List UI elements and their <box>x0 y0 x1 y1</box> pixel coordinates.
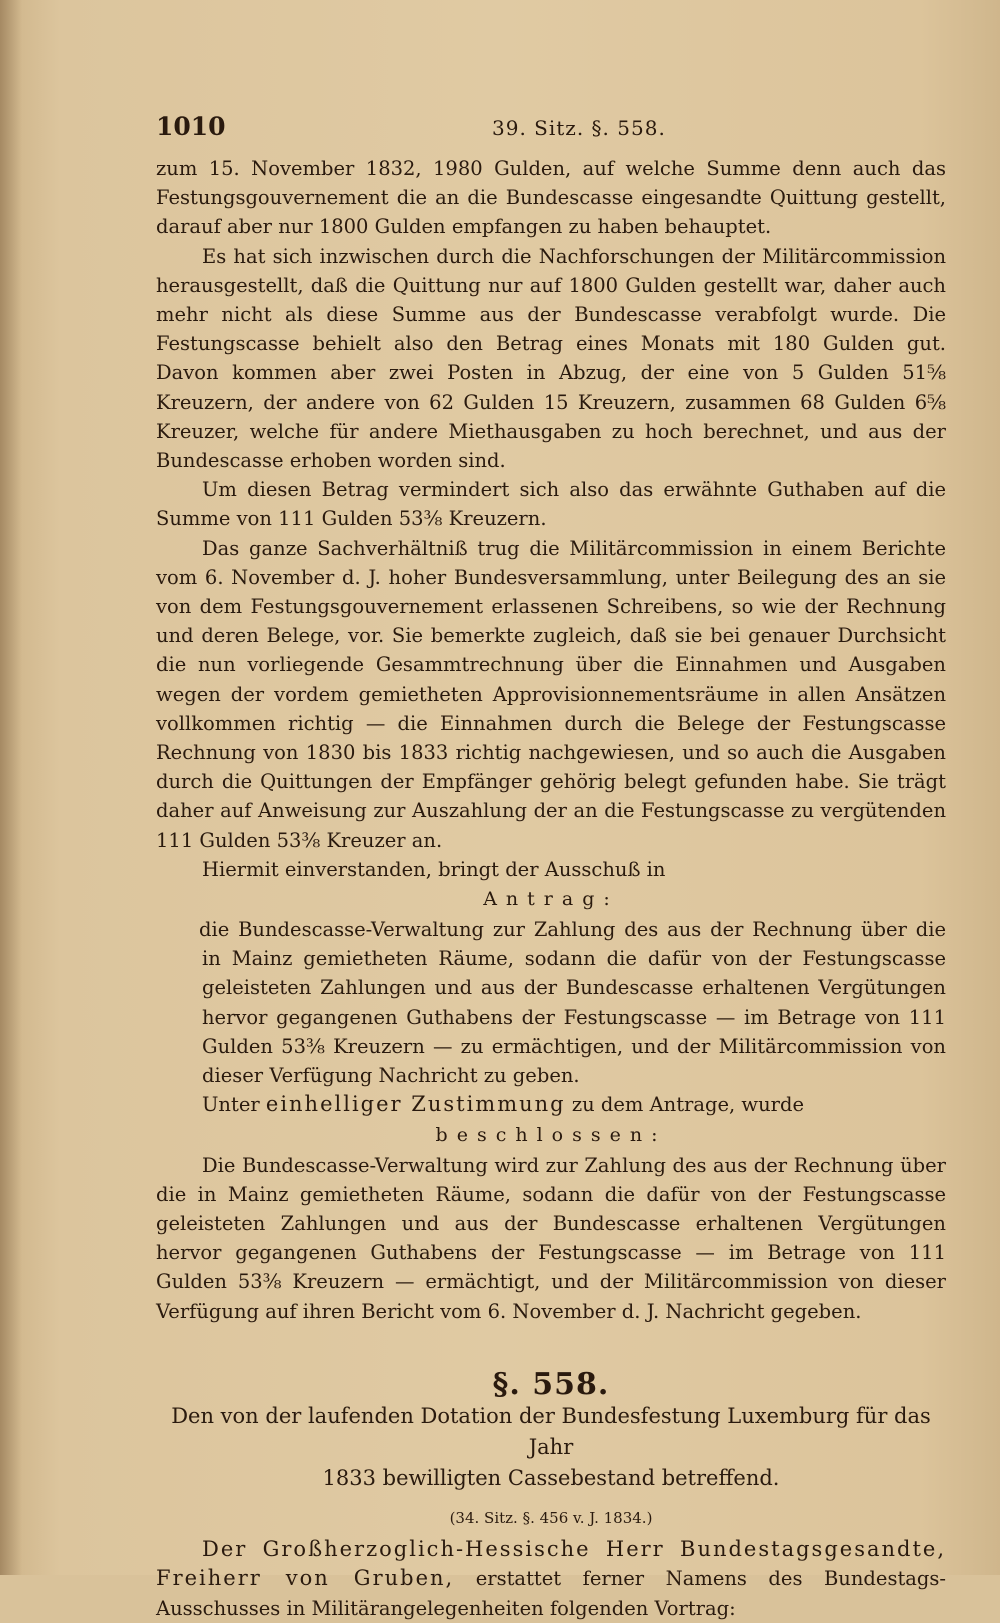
section-title-line1: Den von der laufenden Dotation der Bundesfestung Luxemburg für das Jahr <box>171 1403 931 1459</box>
section-title-line2: 1833 bewilligten Cassebestand betreffend. <box>322 1465 780 1490</box>
beschluss-text: Die Bundescasse-Verwaltung wird zur Zahlung des aus der Rechnung über die in Mainz gemietheten Räume, sodann die dafür von der Festungscasse geleisteten Zahlungen und aus der Bundescasse erhaltenen Vergütungen hervor gegangenen Guthabens der Festungscasse — im Betrage von 111 Gulden 53⅜ Kreuzern — ermächtigt, und der Militärcommission von dieser Verfügung auf ihren Bericht vom 6. November d. J. Nachricht gegeben. <box>156 1153 946 1323</box>
paragraph-continuation: zum 15. November 1832, 1980 Gulden, auf welche Summe denn auch das Festungsgouvernement die an die Bundescasse eingesandte Quittung gestellt, darauf aber nur 1800 Gulden empfangen zu haben behauptet. <box>156 157 946 239</box>
vote-line <box>156 1090 946 1119</box>
paragraph-sachverhaeltniss: Das ganze Sachverhältniß trug die Militärcommission in einem Berichte vom 6. November d. J. hoher Bundesversammlung, unter Beilegung des an sie von dem Festungsgouvernement erlassenen Schreibens, so wie der Rechnung und deren Belege, vor. Sie bemerkte zugleich, daß sie bei genauer Durchsicht die nun vorliegende Gesammtrechnung über die Einnahmen und Ausgaben wegen der vordem gemietheten Approvisionnementsräume in allen Ansätzen vollkommen richtig — die Einnahmen durch die Belege der Festungscasse Rechnung von 1830 bis 1833 richtig nachgewiesen, und so auch die Ausgaben durch die Quittungen der Empfänger gehörig belegt gefunden habe. Sie trägt daher auf Anweisung zur Auszahlung der an die Festungscasse zu vergütenden 111 Gulden 53⅜ Kreuzer an. <box>156 536 946 852</box>
vote-suffix: zu dem Antrage, wurde <box>565 1093 805 1117</box>
binding-shadow <box>0 0 22 1575</box>
running-head: 39. Sitz. §. 558. <box>492 116 666 140</box>
section-intro-spaced: Der Großherzoglich-Hessische Herr Bundestagsgesandte, Freiherr von Gruben, <box>156 1537 946 1591</box>
section-reference: (34. Sitz. §. 456 v. J. 1834.) <box>449 1508 653 1527</box>
vote-prefix: Unter <box>202 1093 266 1117</box>
page-header <box>156 112 946 148</box>
section-intro-rest: erstattet ferner Namens des Bundestags-Ausschusses in Militärangelegenheiten folgenden Vortrag: <box>156 1567 946 1620</box>
page-number: 1010 <box>156 112 226 141</box>
paragraph-ausschuss: Hiermit einverstanden, bringt der Ausschuß in <box>202 857 666 881</box>
antrag-text: die Bundescasse-Verwaltung zur Zahlung des aus der Rechnung über die in Mainz gemietheten Räume, sodann die dafür von der Festungscasse geleisteten Zahlungen und aus der Bundescasse erhaltenen Vergütungen hervor gegangenen Guthabens der Festungscasse — im Betrage von 111 Gulden 53⅜ Kreuzern — zu ermächtigen, und der Militärcommission von dieser Verfügung Nachricht zu geben. <box>199 918 946 1088</box>
paragraph-quittung: Es hat sich inzwischen durch die Nachforschungen der Militärcommission herausgestellt, daß die Quittung nur auf 1800 Gulden gestellt war, daher auch mehr nicht als diese Summe aus der Bundescasse verabfolgt wurde. Die Festungscasse behielt also den Betrag eines Monats mit 180 Gulden gut. Davon kommen aber zwei Posten in Abzug, der eine von 5 Gulden 51⅝ Kreuzern, der andere von 62 Gulden 15 Kreuzern, zusammen 68 Gulden 6⅝ Kreuzer, welche für andere Miethausgaben zu hoch berechnet, und aus der Bundescasse erhoben worden sind. <box>156 244 946 473</box>
section-number: §. 558. <box>492 1366 610 1402</box>
antrag-heading: Antrag: <box>483 888 619 911</box>
page-content <box>156 112 946 1623</box>
vote-spaced: einhelliger Zustimmung <box>265 1092 566 1117</box>
section-intro <box>156 1535 946 1623</box>
paragraph-betrag: Um diesen Betrag vermindert sich also das erwähnte Guthaben auf die Summe von 111 Gulden 53⅜ Kreuzern. <box>156 478 946 531</box>
beschlossen-heading: beschlossen: <box>435 1123 667 1146</box>
